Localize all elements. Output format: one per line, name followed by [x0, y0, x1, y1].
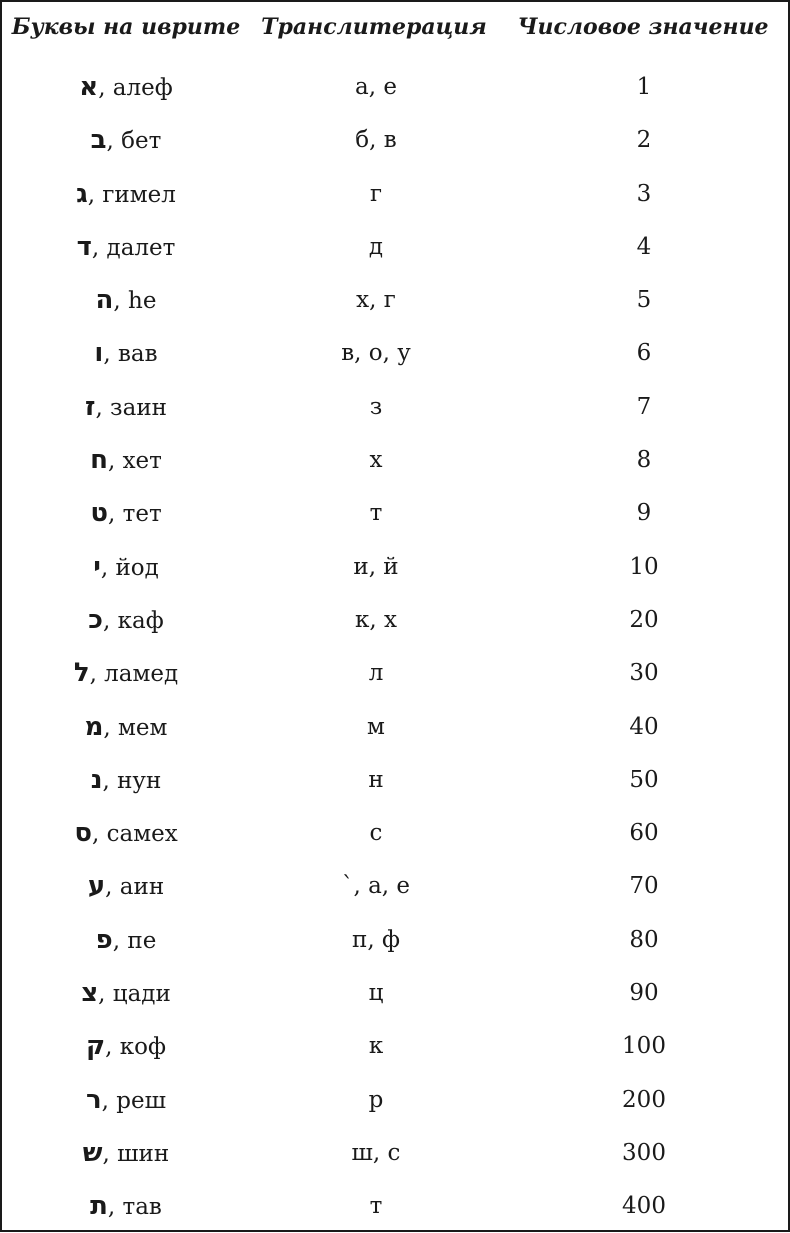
letter-name: , тав [107, 1194, 162, 1221]
numeric-value-cell: 8 [636, 447, 652, 474]
letter-cell [2, 711, 250, 742]
hebrew-letter: ה [95, 285, 114, 316]
letter-name: , мем [103, 714, 168, 741]
numeric-value-cell: 200 [622, 1086, 666, 1113]
table-row [2, 540, 788, 593]
numeric-value-cell: 80 [629, 926, 659, 953]
transliteration-cell: ц [368, 980, 384, 1007]
transliteration-cell: ш, с [351, 1139, 401, 1166]
letter-cell [2, 873, 250, 900]
hebrew-letter: ו [94, 338, 104, 369]
transliteration-cell: `, а, е [341, 873, 411, 900]
transliteration-cell: с [369, 820, 383, 847]
letter-cell [2, 764, 250, 795]
transliteration-cell: д [368, 233, 384, 260]
table-header [2, 2, 788, 64]
letter-cell [2, 1193, 250, 1220]
letter-name: , бет [106, 128, 162, 155]
hebrew-letter: מ [84, 711, 104, 742]
hebrew-letter: ש [82, 1137, 103, 1168]
transliteration-cell: р [368, 1086, 384, 1113]
letter-cell [2, 340, 250, 367]
letter-name: , нун [102, 767, 162, 794]
letter-cell [2, 1033, 250, 1060]
table-row [2, 113, 788, 166]
numeric-value-cell: 300 [622, 1139, 666, 1166]
transliteration-cell: в, о, у [341, 340, 411, 367]
letter-name: , аин [105, 874, 165, 901]
hebrew-letter: ת [90, 1191, 108, 1222]
table-row [2, 433, 788, 486]
numeric-value-cell: 2 [636, 127, 652, 154]
hebrew-letter: ח [90, 445, 108, 476]
hebrew-letter: א [79, 72, 99, 102]
numeric-value-cell: 9 [636, 500, 652, 527]
letter-cell [2, 604, 250, 635]
letter-name: , коф [105, 1034, 166, 1061]
table-row [2, 486, 788, 539]
numeric-value-cell: 40 [629, 713, 659, 740]
transliteration-cell: н [368, 766, 384, 793]
hebrew-letter: ק [85, 1031, 106, 1062]
numeric-value-cell: 90 [629, 980, 659, 1007]
table-row [2, 326, 788, 379]
letter-name: , he [113, 288, 157, 315]
letter-name: , шин [102, 1140, 170, 1167]
letter-cell [2, 500, 250, 527]
table-row [2, 913, 788, 966]
letter-name: , реш [101, 1087, 166, 1114]
table-row [2, 1126, 788, 1179]
letter-name: , далет [91, 234, 176, 261]
letter-cell [2, 820, 250, 847]
transliteration-cell: з [369, 393, 383, 420]
letter-name: , ламед [89, 661, 179, 688]
letter-cell [2, 391, 250, 422]
table-row [2, 1073, 788, 1126]
table-row [2, 1179, 788, 1232]
table-row [2, 1019, 788, 1072]
letter-name: , вав [103, 341, 158, 368]
transliteration-cell: х [369, 447, 383, 474]
transliteration-cell: п, ф [352, 926, 400, 953]
letter-name: , гимел [87, 181, 176, 208]
transliteration-cell: г [369, 180, 383, 207]
table-row [2, 167, 788, 220]
letter-cell [2, 178, 250, 209]
letter-cell [2, 980, 250, 1007]
transliteration-cell: и, й [353, 553, 399, 580]
letter-cell [2, 447, 250, 474]
letter-name: , заин [95, 394, 167, 421]
hebrew-letter: ז [85, 391, 96, 422]
letter-cell [2, 1084, 250, 1115]
letter-cell [2, 660, 250, 687]
letter-cell [2, 551, 250, 582]
hebrew-letter: ב [90, 125, 107, 156]
numeric-value-cell: 4 [636, 233, 652, 260]
table-row [2, 753, 788, 806]
hebrew-letter: נ [90, 764, 103, 795]
numeric-value-cell: 100 [622, 1033, 666, 1060]
letter-name: , пе [112, 927, 157, 954]
transliteration-cell: х, г [356, 287, 396, 314]
numeric-value-cell: 20 [629, 606, 659, 633]
hebrew-letter: ר [86, 1084, 102, 1115]
hebrew-letter: ג [76, 178, 88, 209]
hebrew-letter: פ [95, 924, 113, 955]
hebrew-letter: ע [87, 871, 106, 902]
letter-cell [2, 924, 250, 955]
table-row [2, 220, 788, 273]
transliteration-cell: м [367, 713, 385, 740]
numeric-value-cell: 1 [636, 74, 652, 100]
table-row [2, 859, 788, 912]
numeric-value-cell: 3 [636, 180, 652, 207]
letter-name: , хет [107, 448, 162, 475]
table-row [2, 380, 788, 433]
hebrew-letter: כ [88, 604, 103, 635]
letter-cell [2, 127, 250, 154]
numeric-value-cell: 50 [629, 766, 659, 793]
transliteration-cell: а, е [355, 74, 397, 100]
hebrew-letter: י [93, 551, 101, 582]
letter-cell [2, 231, 250, 262]
table-row [2, 966, 788, 1019]
letter-name: , алеф [98, 75, 173, 101]
transliteration-cell: л [368, 660, 384, 687]
letter-name: , тет [107, 501, 162, 528]
numeric-value-cell: 5 [636, 287, 652, 314]
transliteration-cell: т [369, 1193, 383, 1220]
numeric-value-cell: 7 [636, 393, 652, 420]
column-header-transliteration: Транслитерация [261, 14, 487, 40]
transliteration-cell: к, х [355, 606, 397, 633]
letter-cell [2, 1137, 250, 1168]
letter-name: , йод [100, 554, 159, 581]
numeric-value-cell: 400 [622, 1193, 666, 1220]
hebrew-letter: ס [74, 818, 92, 849]
letter-name: , самех [91, 821, 178, 848]
numeric-value-cell: 10 [629, 553, 659, 580]
numeric-value-cell: 60 [629, 820, 659, 847]
letter-name: , каф [103, 607, 164, 634]
transliteration-cell: т [369, 500, 383, 527]
numeric-value-cell: 70 [629, 873, 659, 900]
transliteration-cell: б, в [355, 127, 397, 154]
hebrew-letter: צ [81, 978, 99, 1009]
hebrew-letter: ט [90, 498, 108, 529]
table-body [2, 60, 788, 1233]
transliteration-cell: к [368, 1033, 384, 1060]
letter-cell [2, 74, 250, 101]
hebrew-letter: ד [76, 231, 92, 262]
column-header-letters: Буквы на иврите [11, 14, 241, 40]
letter-cell [2, 287, 250, 314]
table-row [2, 646, 788, 699]
table-row [2, 593, 788, 646]
table-row [2, 806, 788, 859]
letter-name: , цади [98, 981, 171, 1008]
numeric-value-cell: 6 [636, 340, 652, 367]
column-header-numeric-value: Числовое значение [517, 14, 769, 40]
table-row [2, 700, 788, 753]
table-row [2, 273, 788, 326]
table-row [2, 60, 788, 113]
hebrew-letter: ל [73, 658, 90, 689]
numeric-value-cell: 30 [629, 660, 659, 687]
